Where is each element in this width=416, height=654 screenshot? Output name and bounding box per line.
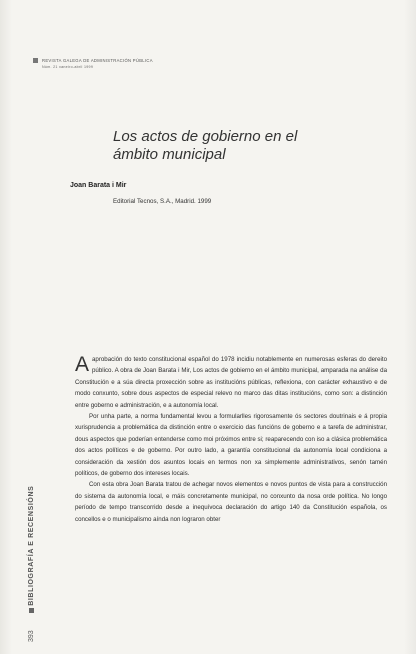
paragraph-2: Por unha parte, a norma fundamental levou a formularlles rigorosamente ós sectores doutrinais e á propia xurisprudencia a problemática da distinción entre o exercicio das funcións de goberno e a tarefa de administrar, dous aspectos que poderían entenderse como moi próximos entre si; reaparecendo con iso a clásica problemática dos actos políticos e de goberno. Por outro lado, a garantía constitucional da autonomía local condiciona a consideración da xestión dos asuntos locais en termos non xa simplemente administrativos, senón tamén políticos, de goberno dos intereses locais. — [75, 413, 387, 478]
paragraph-1 — [75, 354, 387, 411]
journal-issue: Núm. 21 xaneiro-abril 1999 — [42, 65, 94, 69]
journal-name: REVISTA GALEGA DE ADMINISTRACIÓN PÚBLICA — [42, 58, 153, 63]
book-publisher: Editorial Tecnos, S.A., Madrid. 1999 — [113, 198, 212, 205]
sidebar-section-label — [28, 486, 35, 642]
book-title — [113, 128, 323, 164]
book-title-line-1: Los actos de gobierno en el — [113, 128, 298, 145]
book-author: Joan Barata i Mir — [70, 182, 127, 189]
drop-cap: A — [75, 353, 90, 376]
paragraph-1-text: aprobación do texto constitucional español do 1978 incidiu notablemente en numerosas esferas do dereito público. A obra de Joan Barata i Mir, Los actos de gobierno en el ámbito municipal, amparada na análise da Constitución e a súa directa proxección sobre as institucións públicas, reflexiona, con carácter exhaustivo e de modo conxunto, sobre dous aspectos de especial relevo no marco das ditas institucións, como son: a distinción entre goberno e administración, e a autonomía local. — [75, 356, 387, 409]
journal-header — [42, 58, 153, 70]
review-body — [75, 354, 387, 525]
book-title-line-2: ámbito municipal — [113, 146, 226, 163]
page-number: 393 — [28, 630, 35, 642]
section-name: BIBLIOGRAFÍA E RECENSIÓNS — [28, 485, 35, 606]
paragraph-3: Con esta obra Joan Barata tratou de achegar novos elementos e novos puntos de vista para a construcción do sistema da autonomía local, e máis concretamente municipal, no conxunto da nosa orde política. No longo período de tempo transcorrido desde a inequívoca declaración do artigo 140 da Constitución española, os concellos e o municipalismo aínda non lograron obter — [75, 481, 387, 523]
section-square-icon — [29, 608, 34, 613]
header-square-icon — [33, 58, 38, 63]
